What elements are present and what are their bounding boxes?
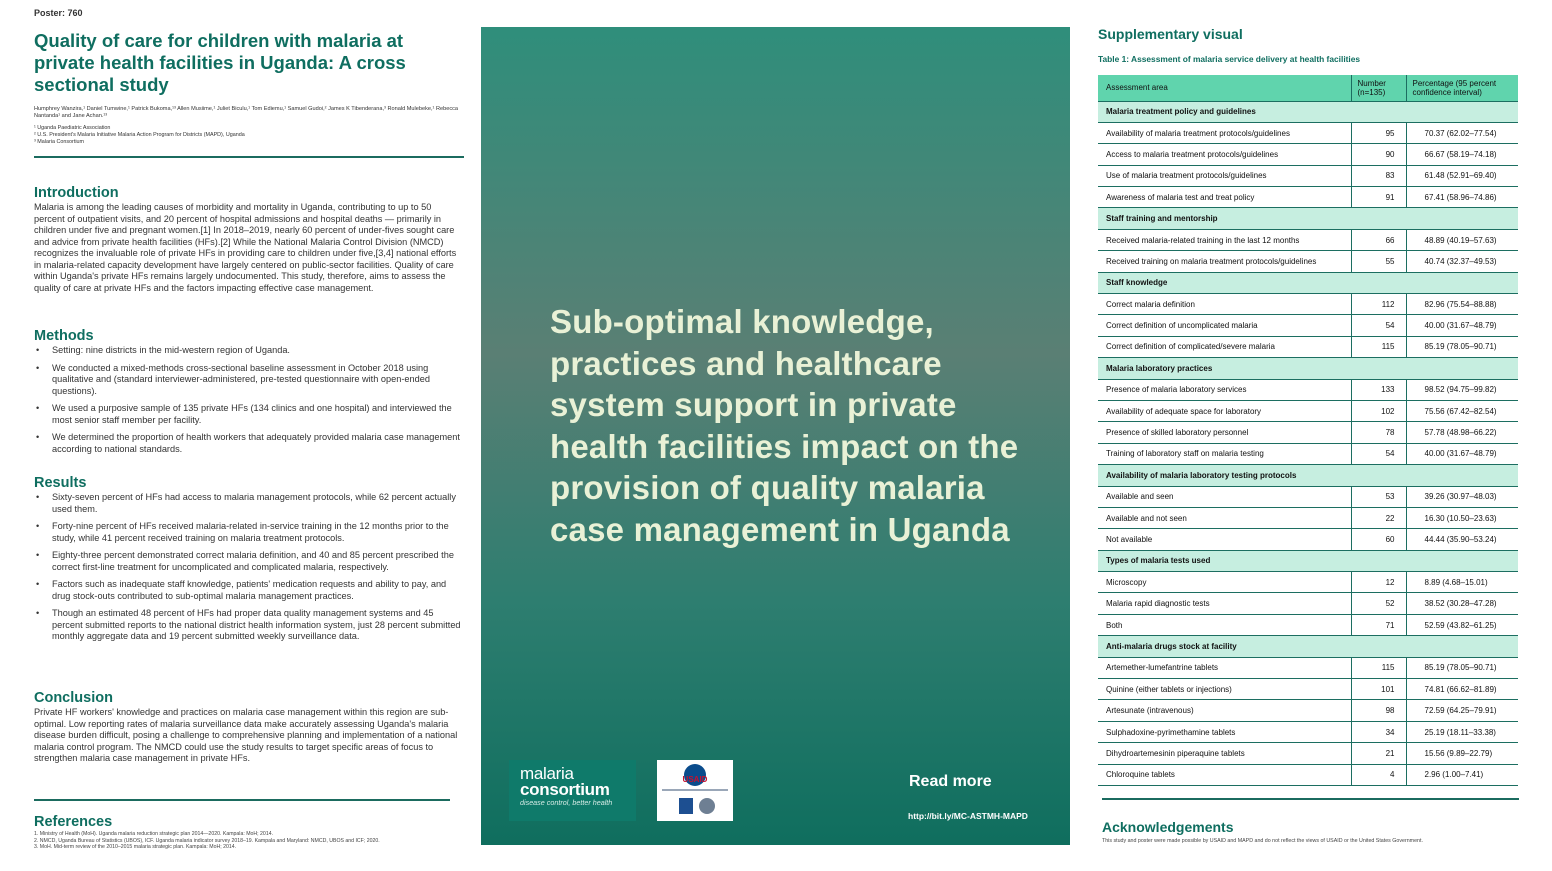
table-row <box>1098 764 1518 785</box>
cell-assessment-area: Available and seen <box>1098 486 1351 507</box>
cell-percentage: 38.52 (30.28–47.28) <box>1406 593 1518 614</box>
cell-number: 34 <box>1351 721 1406 742</box>
table-row <box>1098 422 1518 443</box>
cell-number: 54 <box>1351 443 1406 464</box>
cell-number: 53 <box>1351 486 1406 507</box>
table-row <box>1098 122 1518 143</box>
references-heading: References <box>34 814 113 830</box>
cell-assessment-area: Not available <box>1098 529 1351 550</box>
table-row <box>1098 572 1518 593</box>
reference-item: 2. NMCD, Uganda Bureau of Statistics (UBOS), ICF. Uganda malaria indicator survey 2018–19. Kampala and Maryland: NMCD, UBOS and ICF; 2020. <box>34 837 380 844</box>
table-category-row <box>1098 272 1518 293</box>
table-category-row <box>1098 550 1518 571</box>
cell-percentage: 72.59 (64.25–79.91) <box>1406 700 1518 721</box>
methods-section <box>34 327 462 461</box>
logo-line: consortium <box>520 780 610 799</box>
table-row <box>1098 443 1518 464</box>
cell-number: 90 <box>1351 144 1406 165</box>
table-row <box>1098 336 1518 357</box>
poster-title: Quality of care for children with malaria at private health facilities in Uganda: A cross sectional study <box>34 30 406 95</box>
usaid-logo <box>657 760 733 821</box>
usaid-wordmark: USAID <box>682 775 708 784</box>
table-row <box>1098 251 1518 272</box>
table-row <box>1098 144 1518 165</box>
cell-percentage: 39.26 (30.97–48.03) <box>1406 486 1518 507</box>
results-section <box>34 474 462 649</box>
cell-assessment-area: Correct malaria definition <box>1098 294 1351 315</box>
table-row <box>1098 700 1518 721</box>
cell-number: 21 <box>1351 743 1406 764</box>
table-row <box>1098 294 1518 315</box>
cell-number: 115 <box>1351 336 1406 357</box>
divider <box>34 156 464 158</box>
cell-number: 133 <box>1351 379 1406 400</box>
cell-number: 83 <box>1351 165 1406 186</box>
assessment-table <box>1098 75 1518 786</box>
center-panel <box>481 27 1070 845</box>
list-item: • We conducted a mixed-methods cross-sectional baseline assessment in October 2018 using qualitative and (standard interviewer-administered, pre-tested questionnaire with open-ended questions). <box>34 363 462 398</box>
read-more-label: Read more <box>909 773 992 790</box>
list-item: • We determined the proportion of health workers that adequately provided malaria case management according to national standards. <box>34 432 462 455</box>
column-header: Number (n=135) <box>1351 75 1406 101</box>
cell-number: 4 <box>1351 764 1406 785</box>
cell-assessment-area: Available and not seen <box>1098 507 1351 528</box>
cell-assessment-area: Correct definition of complicated/severe malaria <box>1098 336 1351 357</box>
cell-number: 95 <box>1351 122 1406 143</box>
cell-percentage: 40.00 (31.67–48.79) <box>1406 315 1518 336</box>
cell-assessment-area: Artesunate (intravenous) <box>1098 700 1351 721</box>
introduction-text: Malaria is among the leading causes of morbidity and mortality in Uganda, contributing to up to 50 percent of outpatient visits, and 20 percent of hospital admissions and hospital deaths — primarily in children under five and pregnant women.[1] In 2018–2019, nearly 60 percent of under-fives sought care and advice from private health facilities (HFs).[2] While the National Malaria Control Division (NMCD) recognizes the invaluable role of private HFs in providing care to children under five,[3,4] national efforts in malaria-related capacity development have largely centered on public-sector facilities. Quality of care within Uganda's private HFs remains largely undocumented. This study, therefore, aims to assess the quality of care at private HFs and the factors impacting effective case management. <box>34 202 457 293</box>
malaria-consortium-logo <box>509 760 636 821</box>
conclusion-section <box>34 689 462 765</box>
list-item: • We used a purposive sample of 135 private HFs (134 clinics and one hospital) and interviewed the most senior staff member per facility. <box>34 403 462 426</box>
cell-number: 60 <box>1351 529 1406 550</box>
category-label: Staff training and mentorship <box>1098 208 1518 229</box>
cell-number: 98 <box>1351 700 1406 721</box>
cell-assessment-area: Sulphadoxine-pyrimethamine tablets <box>1098 721 1351 742</box>
cell-assessment-area: Correct definition of uncomplicated malaria <box>1098 315 1351 336</box>
cell-percentage: 67.41 (58.96–74.86) <box>1406 187 1518 208</box>
cell-percentage: 98.52 (94.75–99.82) <box>1406 379 1518 400</box>
cell-percentage: 16.30 (10.50–23.63) <box>1406 507 1518 528</box>
cell-percentage: 70.37 (62.02–77.54) <box>1406 122 1518 143</box>
conclusion-text: Private HF workers' knowledge and practices on malaria case management within this region are sub-optimal. Low reporting rates of malaria surveillance data make accurately assessing Uganda's malaria disease burden difficult, posing a challenge to comprehensive planning and implementation of a national malaria control program. The NMCD could use the study results to target specific areas of focus to strengthen malaria case management in private HFs. <box>34 707 458 763</box>
results-heading: Results <box>34 475 87 491</box>
list-item: • Sixty-seven percent of HFs had access to malaria management protocols, while 62 percent actually used them. <box>34 492 462 515</box>
authors: Humphrey Wanzira,¹ Daniel Tumwine,¹ Patrick Bukoma,¹³ Allen Musiime,¹ Juliet Biculu,¹ Tom Ediemu,¹ Samuel Gudoi,² James K Tibenderana,³ Ronald Mulebeke,¹ Rebecca Nantanda¹ and Jane Achan.¹³ <box>34 106 459 120</box>
table-row <box>1098 229 1518 250</box>
cell-assessment-area: Malaria rapid diagnostic tests <box>1098 593 1351 614</box>
table-row <box>1098 400 1518 421</box>
table-row <box>1098 657 1518 678</box>
cell-assessment-area: Chloroquine tablets <box>1098 764 1351 785</box>
right-column <box>1098 26 1528 64</box>
table-category-row <box>1098 636 1518 657</box>
reference-item: 1. Ministry of Health (MoH). Uganda malaria reduction strategic plan 2014—2020. Kampala: MoH; 2014. <box>34 831 274 837</box>
cell-assessment-area: Awareness of malaria test and treat policy <box>1098 187 1351 208</box>
cell-number: 55 <box>1351 251 1406 272</box>
cell-assessment-area: Microscopy <box>1098 572 1351 593</box>
cell-percentage: 2.96 (1.00–7.41) <box>1406 764 1518 785</box>
center-headline: Sub-optimal knowledge, practices and healthcare system support in private health facilities impact on the provision of quality malaria case management in Uganda <box>550 303 1019 548</box>
table-row <box>1098 529 1518 550</box>
cell-number: 52 <box>1351 593 1406 614</box>
left-column <box>34 8 464 868</box>
cell-percentage: 44.44 (35.90–53.24) <box>1406 529 1518 550</box>
column-header: Assessment area <box>1098 75 1351 101</box>
cell-percentage: 15.56 (9.89–22.79) <box>1406 743 1518 764</box>
affiliations <box>34 125 464 146</box>
cell-percentage: 40.74 (32.37–49.53) <box>1406 251 1518 272</box>
methods-list <box>34 345 462 455</box>
table-row <box>1098 593 1518 614</box>
cell-assessment-area: Quinine (either tablets or injections) <box>1098 679 1351 700</box>
reference-item: 3. MoH. Mid-term review of the 2010–2015 malaria strategic plan. Kampala: MoH; 2014. <box>34 844 237 851</box>
table-header-row <box>1098 75 1518 101</box>
category-label: Staff knowledge <box>1098 272 1518 293</box>
cell-percentage: 40.00 (31.67–48.79) <box>1406 443 1518 464</box>
cell-number: 102 <box>1351 400 1406 421</box>
category-label: Malaria treatment policy and guidelines <box>1098 101 1518 122</box>
logo-tagline: disease control, better health <box>520 798 613 807</box>
methods-heading: Methods <box>34 328 94 344</box>
table-row <box>1098 721 1518 742</box>
table-category-row <box>1098 358 1518 379</box>
cell-number: 101 <box>1351 679 1406 700</box>
column-header: Percentage (95 percent confidence interval) <box>1406 75 1518 101</box>
read-more-link[interactable]: http://bit.ly/MC-ASTMH-MAPD <box>908 811 1028 821</box>
cell-percentage: 25.19 (18.11–33.38) <box>1406 721 1518 742</box>
cell-number: 112 <box>1351 294 1406 315</box>
cell-percentage: 85.19 (78.05–90.71) <box>1406 336 1518 357</box>
cell-assessment-area: Training of laboratory staff on malaria testing <box>1098 443 1351 464</box>
table-category-row <box>1098 465 1518 486</box>
cell-assessment-area: Access to malaria treatment protocols/guidelines <box>1098 144 1351 165</box>
results-list <box>34 492 462 643</box>
cell-percentage: 74.81 (66.62–81.89) <box>1406 679 1518 700</box>
table-row <box>1098 507 1518 528</box>
table-category-row <box>1098 101 1518 122</box>
table-body <box>1098 101 1518 786</box>
affiliation: ² U.S. President's Malaria Initiative Malaria Action Program for Districts (MAPD), Uganda <box>34 132 245 139</box>
table-row <box>1098 614 1518 635</box>
cell-percentage: 57.78 (48.98–66.22) <box>1406 422 1518 443</box>
list-item: • Forty-nine percent of HFs received malaria-related in-service training in the 12 months prior to the study, while 41 percent received training on malaria treatment protocols. <box>34 521 462 544</box>
cell-number: 91 <box>1351 187 1406 208</box>
table-row <box>1098 486 1518 507</box>
cell-number: 22 <box>1351 507 1406 528</box>
table-category-row <box>1098 208 1518 229</box>
references-section <box>34 813 464 851</box>
divider <box>662 789 728 791</box>
cell-percentage: 52.59 (43.82–61.25) <box>1406 614 1518 635</box>
state-seal-icon <box>699 798 715 814</box>
cell-number: 66 <box>1351 229 1406 250</box>
cell-assessment-area: Presence of skilled laboratory personnel <box>1098 422 1351 443</box>
logo-line: malaria <box>520 764 574 783</box>
cdc-logo-icon <box>679 798 693 814</box>
cell-percentage: 82.96 (75.54–88.88) <box>1406 294 1518 315</box>
divider <box>34 799 450 801</box>
cell-assessment-area: Presence of malaria laboratory services <box>1098 379 1351 400</box>
acknowledgements-text: This study and poster were made possible by USAID and MAPD and do not reflect the views of USAID or the United States Government. <box>1102 838 1423 844</box>
affiliation: ³ Malaria Consortium <box>34 139 85 146</box>
category-label: Availability of malaria laboratory testing protocols <box>1098 465 1518 486</box>
table-row <box>1098 315 1518 336</box>
conclusion-heading: Conclusion <box>34 690 113 706</box>
acknowledgements-heading: Acknowledgements <box>1102 819 1234 835</box>
cell-number: 115 <box>1351 657 1406 678</box>
cell-assessment-area: Artemether-lumefantrine tablets <box>1098 657 1351 678</box>
cell-percentage: 85.19 (78.05–90.71) <box>1406 657 1518 678</box>
poster-number: Poster: 760 <box>34 8 83 18</box>
cell-assessment-area: Received malaria-related training in the last 12 months <box>1098 229 1351 250</box>
cell-number: 12 <box>1351 572 1406 593</box>
cell-percentage: 66.67 (58.19–74.18) <box>1406 144 1518 165</box>
table-row <box>1098 379 1518 400</box>
introduction-section <box>34 184 462 294</box>
list-item: • Though an estimated 48 percent of HFs had proper data quality management systems and 45 percent submitted reports to the national district health information system, just 28 percent submitted monthly aggregate data and 19 percent submitted weekly surveillance data. <box>34 608 462 643</box>
category-label: Malaria laboratory practices <box>1098 358 1518 379</box>
cell-number: 71 <box>1351 614 1406 635</box>
category-label: Anti-malaria drugs stock at facility <box>1098 636 1518 657</box>
supplementary-heading: Supplementary visual <box>1098 26 1243 42</box>
cell-percentage: 75.56 (67.42–82.54) <box>1406 400 1518 421</box>
table-row <box>1098 679 1518 700</box>
cell-assessment-area: Availability of adequate space for laboratory <box>1098 400 1351 421</box>
table-row <box>1098 165 1518 186</box>
cell-percentage: 8.89 (4.68–15.01) <box>1406 572 1518 593</box>
cell-assessment-area: Use of malaria treatment protocols/guidelines <box>1098 165 1351 186</box>
cell-number: 54 <box>1351 315 1406 336</box>
cell-assessment-area: Both <box>1098 614 1351 635</box>
affiliation: ¹ Uganda Paediatric Association <box>34 125 111 132</box>
cell-assessment-area: Dihydroartemesinin piperaquine tablets <box>1098 743 1351 764</box>
cell-percentage: 61.48 (52.91–69.40) <box>1406 165 1518 186</box>
cell-percentage: 48.89 (40.19–57.63) <box>1406 229 1518 250</box>
category-label: Types of malaria tests used <box>1098 550 1518 571</box>
list-item: • Factors such as inadequate staff knowledge, patients' medication requests and ability to pay, and drug stock-outs contributed to sub-optimal malaria management practices. <box>34 579 462 602</box>
list-item: • Eighty-three percent demonstrated correct malaria definition, and 40 and 85 percent prescribed the correct first-line treatment for uncomplicated and complicated malaria, respectively. <box>34 550 462 573</box>
table-row <box>1098 743 1518 764</box>
table-row <box>1098 187 1518 208</box>
table-caption: Table 1: Assessment of malaria service delivery at health facilities <box>1098 54 1361 64</box>
cell-assessment-area: Received training on malaria treatment protocols/guidelines <box>1098 251 1351 272</box>
cell-assessment-area: Availability of malaria treatment protocols/guidelines <box>1098 122 1351 143</box>
cell-number: 78 <box>1351 422 1406 443</box>
list-item: • Setting: nine districts in the mid-western region of Uganda. <box>34 345 462 357</box>
introduction-heading: Introduction <box>34 185 119 201</box>
divider <box>1102 798 1519 800</box>
